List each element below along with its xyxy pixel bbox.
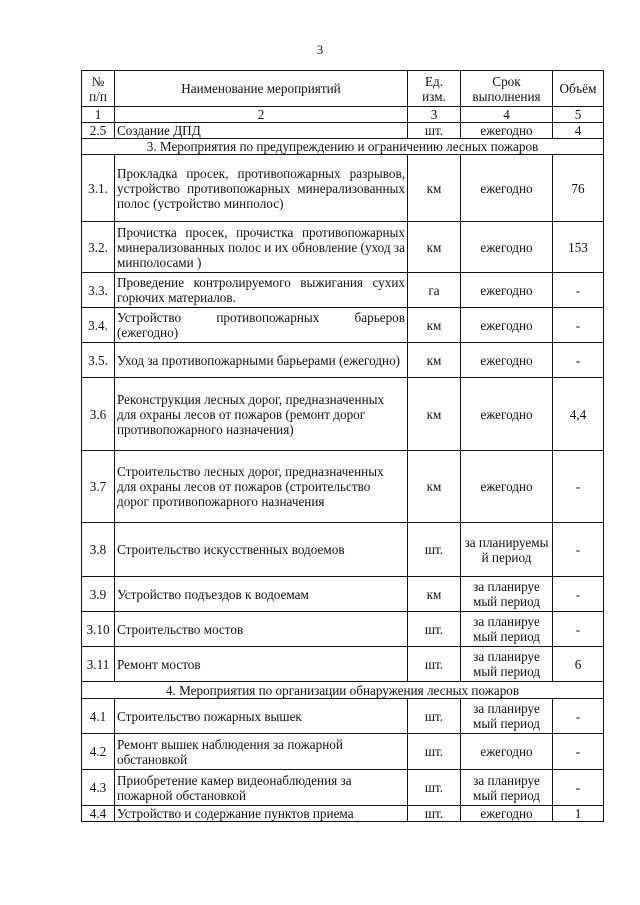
table-row xyxy=(82,308,604,343)
volume: - xyxy=(553,699,604,734)
volume: 4 xyxy=(553,123,604,139)
unit-of-measure: км xyxy=(408,451,461,523)
measures-table xyxy=(81,70,604,822)
unit-of-measure: шт. xyxy=(408,523,461,577)
table-header-row xyxy=(82,71,604,107)
table-row xyxy=(82,523,604,577)
volume: - xyxy=(553,273,604,308)
volume: 1 xyxy=(553,806,604,822)
table-row xyxy=(82,378,604,451)
volume: 6 xyxy=(553,647,604,682)
row-number: 4.4 xyxy=(82,806,115,822)
unit-of-measure: км xyxy=(408,343,461,378)
unit-of-measure: км xyxy=(408,378,461,451)
header-unit: Ед. изм. xyxy=(408,71,461,107)
unit-of-measure: шт. xyxy=(408,612,461,647)
measure-name: Ремонт мостов xyxy=(115,647,408,682)
table-row xyxy=(82,155,604,222)
completion-term: ежегодно xyxy=(461,222,553,273)
row-number: 3.10 xyxy=(82,612,115,647)
completion-term: ежегодно xyxy=(461,806,553,822)
volume: 76 xyxy=(553,155,604,222)
row-number: 3.3. xyxy=(82,273,115,308)
completion-term: за планируе мый период xyxy=(461,577,553,612)
measure-name: Устройство и содержание пунктов приема xyxy=(115,806,408,822)
measure-name: Строительство мостов xyxy=(115,612,408,647)
measure-name: Ремонт вышек наблюдения за пожарной обстановкой xyxy=(115,734,408,770)
page-number: 3 xyxy=(316,42,324,57)
header-volume: Объём xyxy=(553,71,604,107)
completion-term: за планируе мый период xyxy=(461,647,553,682)
volume: - xyxy=(553,451,604,523)
completion-term: ежегодно xyxy=(461,451,553,523)
completion-term: за планируе мый период xyxy=(461,612,553,647)
volume: 4,4 xyxy=(553,378,604,451)
table-row xyxy=(82,273,604,308)
measure-name: Устройство подъездов к водоемам xyxy=(115,577,408,612)
unit-of-measure: шт. xyxy=(408,123,461,139)
row-number: 3.9 xyxy=(82,577,115,612)
measure-name: Реконструкция лесных дорог, предназначенных для охраны лесов от пожаров (ремонт дорог противопожарного назначения) xyxy=(115,378,408,451)
measure-name: Прокладка просек, противопожарных разрывов, устройство противопожарных минерализованных полос (устройство минполос) xyxy=(115,155,408,222)
completion-term: за планируе мый период xyxy=(461,699,553,734)
row-number: 3.2. xyxy=(82,222,115,273)
volume: - xyxy=(553,734,604,770)
row-number: 2.5 xyxy=(82,123,115,139)
completion-term: ежегодно xyxy=(461,343,553,378)
column-index-row xyxy=(82,107,604,123)
row-number: 3.11 xyxy=(82,647,115,682)
table-row xyxy=(82,612,604,647)
measure-name: Приобретение камер видеонаблюдения за пожарной обстановкой xyxy=(115,770,408,806)
unit-of-measure: шт. xyxy=(408,806,461,822)
section-title: 3. Мероприятия по предупреждению и ограничению лесных пожаров xyxy=(82,139,604,155)
volume: - xyxy=(553,612,604,647)
volume: - xyxy=(553,577,604,612)
header-name: Наименование мероприятий xyxy=(115,71,408,107)
completion-term: ежегодно xyxy=(461,155,553,222)
volume: - xyxy=(553,770,604,806)
table-row xyxy=(82,222,604,273)
completion-term: ежегодно xyxy=(461,273,553,308)
row-number: 4.3 xyxy=(82,770,115,806)
row-number: 3.1. xyxy=(82,155,115,222)
row-number: 3.4. xyxy=(82,308,115,343)
table-row xyxy=(82,770,604,806)
header-term: Срок выполнения xyxy=(461,71,553,107)
volume: - xyxy=(553,308,604,343)
completion-term: ежегодно xyxy=(461,123,553,139)
completion-term: за планируе мый период xyxy=(461,770,553,806)
row-number: 3.7 xyxy=(82,451,115,523)
table-row xyxy=(82,734,604,770)
unit-of-measure: шт. xyxy=(408,770,461,806)
measure-name: Прочистка просек, прочистка противопожарных минерализованных полос и их обновление (уход за минполосами ) xyxy=(115,222,408,273)
completion-term: ежегодно xyxy=(461,734,553,770)
volume: 153 xyxy=(553,222,604,273)
unit-of-measure: км xyxy=(408,155,461,222)
measure-name: Строительство лесных дорог, предназначенных для охраны лесов от пожаров (строительство дорог противопожарного назначения xyxy=(115,451,408,523)
completion-term: за планируемы й период xyxy=(461,523,553,577)
unit-of-measure: км xyxy=(408,308,461,343)
column-index: 1 xyxy=(82,107,115,123)
completion-term: ежегодно xyxy=(461,308,553,343)
section-header-row xyxy=(82,682,604,699)
column-index: 4 xyxy=(461,107,553,123)
row-number: 4.1 xyxy=(82,699,115,734)
unit-of-measure: шт. xyxy=(408,734,461,770)
measure-name: Строительство искусственных водоемов xyxy=(115,523,408,577)
table-row xyxy=(82,451,604,523)
table-row xyxy=(82,647,604,682)
unit-of-measure: км xyxy=(408,577,461,612)
column-index: 3 xyxy=(408,107,461,123)
measure-name: Проведение контролируемого выжигания сухих горючих материалов. xyxy=(115,273,408,308)
header-num: № п/п xyxy=(82,71,115,107)
section-title: 4. Мероприятия по организации обнаружения лесных пожаров xyxy=(82,682,604,699)
row-number: 3.5. xyxy=(82,343,115,378)
measure-name: Строительство пожарных вышек xyxy=(115,699,408,734)
volume: - xyxy=(553,343,604,378)
unit-of-measure: км xyxy=(408,222,461,273)
measure-name: Создание ДПД xyxy=(115,123,408,139)
measure-name: Устройство противопожарных барьеров (ежегодно) xyxy=(115,308,408,343)
measure-name: Уход за противопожарными барьерами (ежегодно) xyxy=(115,343,408,378)
table-row xyxy=(82,577,604,612)
volume: - xyxy=(553,523,604,577)
unit-of-measure: шт. xyxy=(408,699,461,734)
row-number: 3.8 xyxy=(82,523,115,577)
table-row xyxy=(82,806,604,822)
section-header-row xyxy=(82,139,604,155)
table-row xyxy=(82,699,604,734)
row-number: 4.2 xyxy=(82,734,115,770)
unit-of-measure: шт. xyxy=(408,647,461,682)
row-number: 3.6 xyxy=(82,378,115,451)
unit-of-measure: га xyxy=(408,273,461,308)
table-row xyxy=(82,123,604,139)
table-row xyxy=(82,343,604,378)
column-index: 5 xyxy=(553,107,604,123)
column-index: 2 xyxy=(115,107,408,123)
completion-term: ежегодно xyxy=(461,378,553,451)
